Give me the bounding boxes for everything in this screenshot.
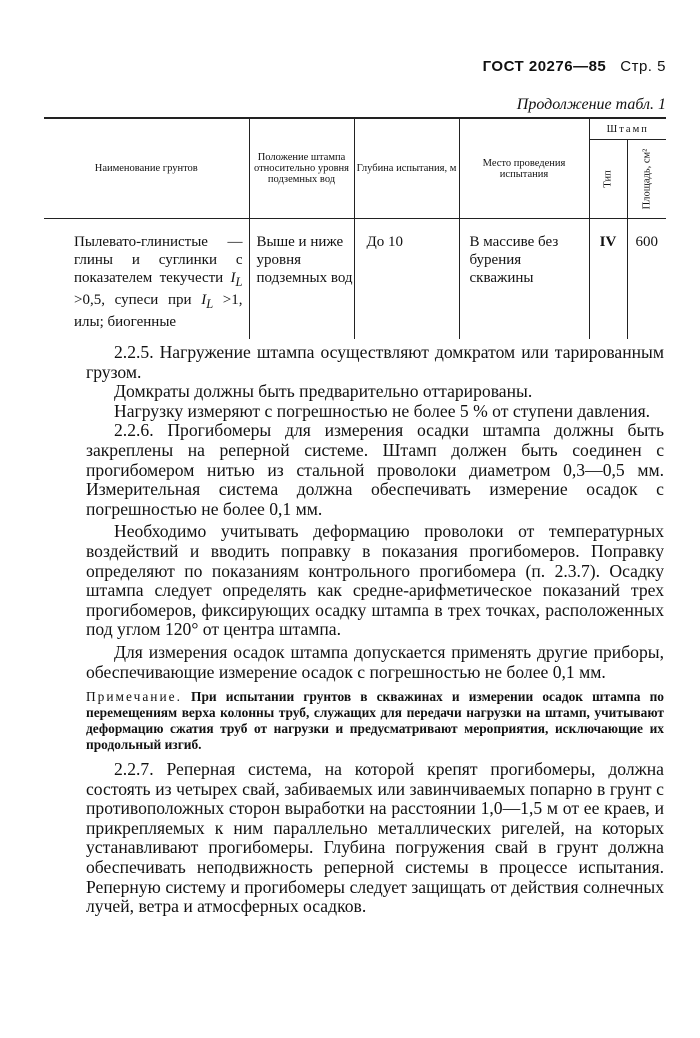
paragraph-2-2-5: 2.2.5. Нагружение штампа осуществляют домкратом или тарированным грузом. (86, 342, 664, 382)
cell-stamp-type: IV (589, 219, 627, 340)
note (86, 689, 664, 753)
page-number: Стр. 5 (620, 58, 666, 75)
cell-test-depth: До 10 (354, 219, 459, 340)
paragraph-2-2-6: 2.2.6. Прогибомеры для измерения осадки штампа должны быть закреплены на реперной системе. Штамп должен быть соединен с прогибомером нитью из стальной проволоки диаметром 0,3—0,5 мм. Измерительная система должна обеспечивать измерение осадок с погрешностью не более 0,1 мм. (86, 420, 664, 519)
header-stamp-type: Тип (589, 140, 627, 219)
paragraph-jacks: Домкраты должны быть предварительно оттарированы. (114, 381, 533, 402)
standard-number: ГОСТ 20276—85 (482, 58, 607, 75)
paragraph-2-2-7: 2.2.7. Реперная система, на которой крепят прогибомеры, должна состоять из четырех свай, забиваемых или завинчиваемых попарно в грунт с противоположных сторон выработки на расстоянии 1,0—1,5 м от ее краев, и прикрепляемых к ним параллельно металлических ригелей, на которых устанавливают прогибомеры. Глубина погружения свай в грунт должна обеспечивать неподвижность реперной системы в процессе испытания. Реперную систему и прогибомеры следует защищать от действия солнечных лучей, ветра и атмосферных осадков. (86, 759, 664, 917)
header-stamp-area: Площадь, см² (627, 140, 666, 219)
header-test-place: Место проведения испытания (459, 118, 589, 219)
soil-table (44, 117, 666, 339)
paragraph-other-devices: Для измерения осадок штампа допускается применять другие приборы, обеспечивающие измерение осадок с погрешностью не более 0,1 мм. (86, 641, 664, 682)
paragraph-wire-deformation: Необходимо учитывать деформацию проволоки от температурных воздействий и вводить поправку в показания прогибомеров. Поправку определяют по показаниям контрольного прогибомера (п. 2.3.7). Осадку штампа следует определять как средне-арифметическое показаний трех прогибомеров, фиксирующих осадку штампа в трех точках, расположенных под углом 120° от центра штампа. (86, 521, 664, 640)
note-text: При испытании грунтов в скважинах и измерении осадок штампа по перемещениям верха колонны труб, служащих для передачи нагрузки на штамп, учитывают деформацию сжатия труб от нагрузки и предусматривают мероприятия, исключающие их продольный изгиб. (86, 689, 664, 753)
header-soil-name: Наименование грунтов (44, 118, 249, 219)
body-text (86, 343, 664, 917)
cell-stamp-position: Выше и ниже уровня подземных вод (249, 219, 354, 340)
cell-stamp-area: 600 (627, 219, 666, 340)
table-row (44, 219, 666, 340)
page-header (483, 58, 666, 75)
table-caption: Продолжение табл. 1 (516, 96, 666, 113)
header-stamp-position: Положение штампа относительно уровня подземных вод (249, 118, 354, 219)
note-label: Примечание. (86, 689, 182, 705)
cell-soil-name: Пылевато-глинистые — глины и суглинки с показателем текучести $I_L >0,5$, супеси при $I_L >1$, илы; биогенные (44, 219, 249, 340)
header-stamp: Штамп (589, 118, 666, 140)
header-test-depth: Глубина испытания, м (354, 118, 459, 219)
paragraph-load-measure: Нагрузку измеряют с погрешностью не более 5 % от ступени давления. (114, 400, 651, 421)
cell-test-place: В массиве без бурения скважины (459, 219, 589, 340)
